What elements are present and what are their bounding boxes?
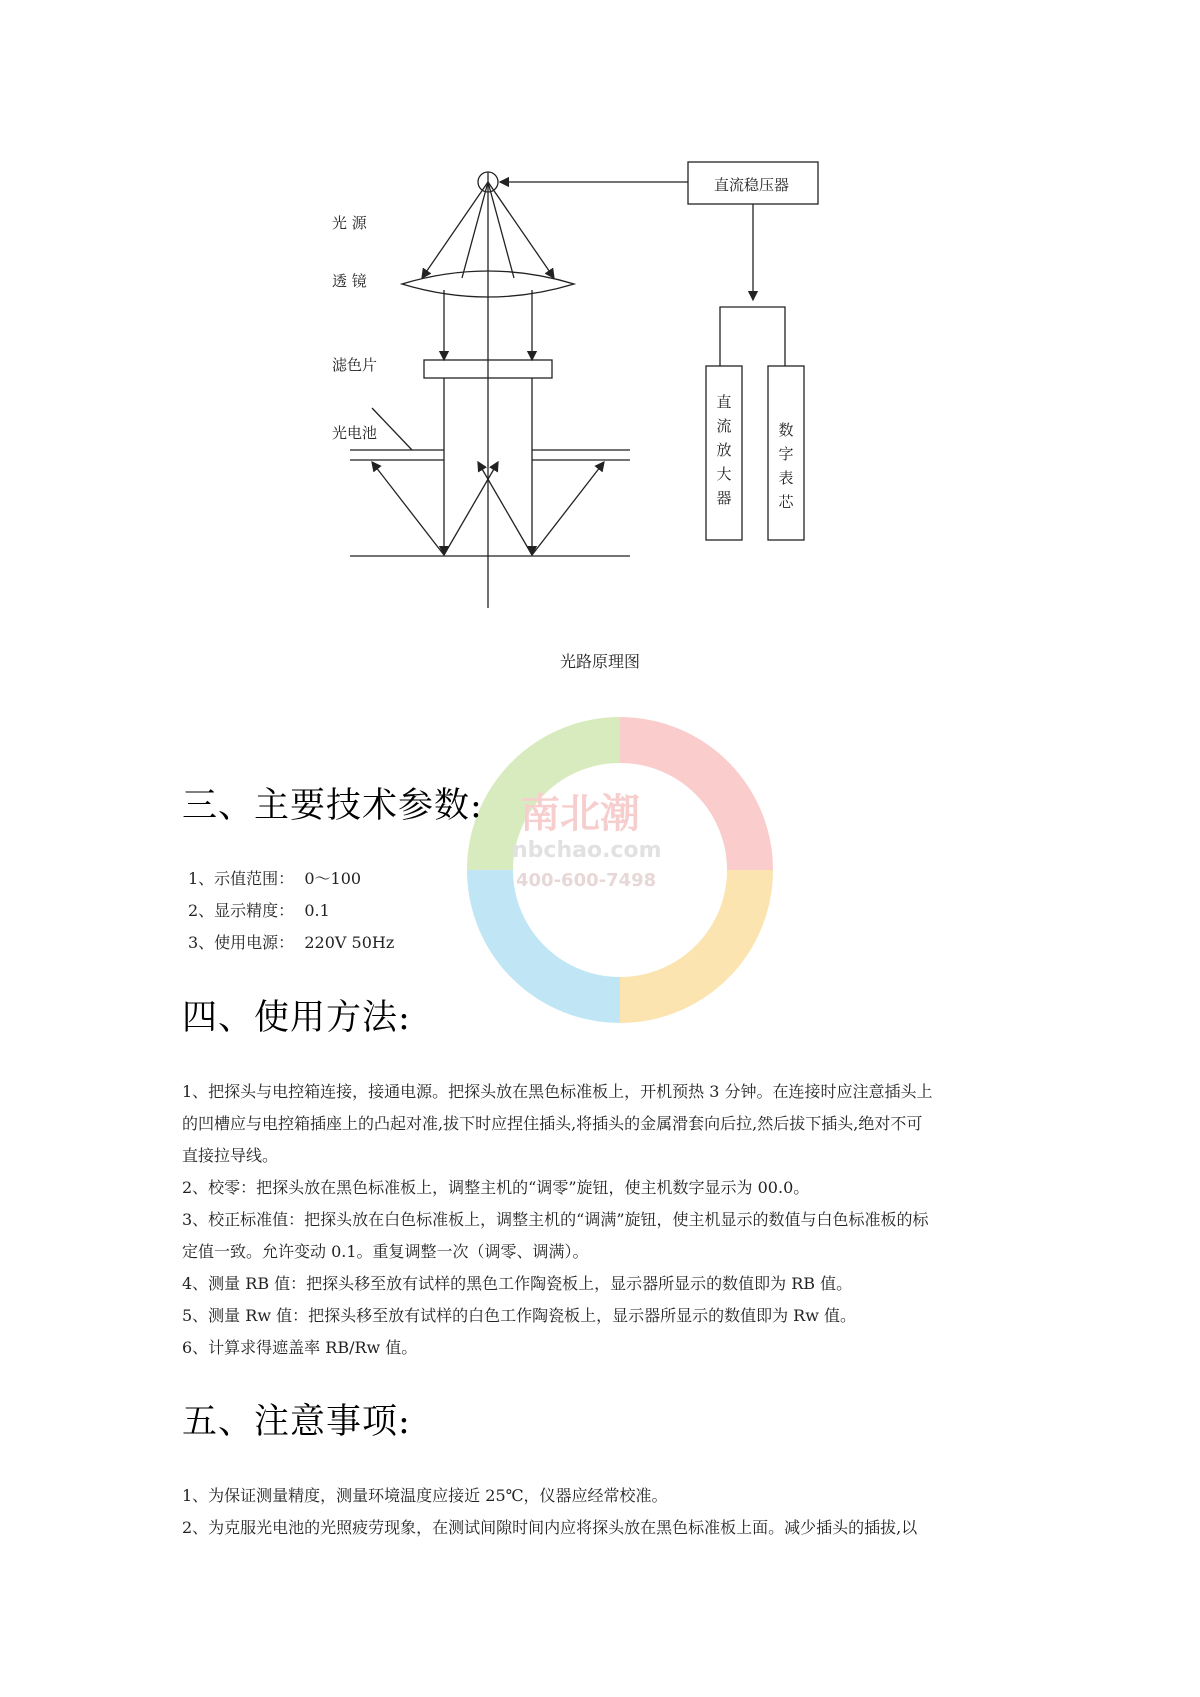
label-regulator: 直流稳压器 (714, 176, 790, 194)
usage-line: 3、校正标准值：把探头放在白色标准板上，调整主机的“调满”旋钮，使主机显示的数值与白色标准板的标 (182, 1210, 929, 1229)
usage-line: 直接拉导线。 (182, 1146, 279, 1165)
label-light-source: 光 源 (332, 214, 367, 232)
usage-line: 2、校零：把探头放在黑色标准板上，调整主机的“调零”旋钮，使主机数字显示为 00.0。 (182, 1178, 810, 1197)
param-item: 1、示值范围： 0～100 (188, 869, 362, 888)
usage-line: 6、计算求得遮盖率 RB/Rw 值。 (182, 1338, 418, 1357)
section4-title: 四、使用方法: (182, 998, 411, 1038)
label-photocell: 光电池 (332, 424, 378, 442)
label-filter: 滤色片 (332, 356, 378, 374)
label-digital-meter: 数字表芯 (778, 421, 794, 511)
notice-line: 1、为保证测量精度，测量环境温度应接近 25℃，仪器应经常校准。 (182, 1486, 668, 1505)
optical-path-diagram (332, 160, 820, 620)
watermark-phone: 400-600-7498 (516, 870, 657, 891)
section3-title: 三、主要技术参数: (182, 786, 483, 826)
notice-line: 2、为克服光电池的光照疲劳现象，在测试间隙时间内应将探头放在黑色标准板上面。减少插头的插拔,以 (182, 1518, 918, 1537)
label-amplifier: 直流放大器 (716, 393, 732, 507)
usage-line: 定值一致。允许变动 0.1。重复调整一次（调零、调满）。 (182, 1242, 589, 1261)
diagram-caption: 光路原理图 (559, 652, 640, 671)
label-lens: 透 镜 (332, 272, 367, 290)
usage-line: 4、测量 RB 值：把探头移至放有试样的黑色工作陶瓷板上，显示器所显示的数值即为 RB 值。 (182, 1274, 853, 1293)
watermark-brand-cn: 南北潮 (520, 791, 640, 837)
param-item: 3、使用电源： 220V 50Hz (188, 933, 395, 952)
watermark-brand-en: nbchao.com (512, 838, 662, 863)
usage-line: 的凹槽应与电控箱插座上的凸起对准,拔下时应捏住插头,将插头的金属滑套向后拉,然后拔下插头,绝对不可 (182, 1114, 923, 1133)
watermark-ring-icon (440, 690, 800, 1050)
usage-line: 5、测量 Rw 值：把探头移至放有试样的白色工作陶瓷板上，显示器所显示的数值即为 Rw 值。 (182, 1306, 857, 1325)
watermark (440, 690, 800, 1050)
section5-title: 五、注意事项: (182, 1402, 411, 1442)
optical-diagram-svg (340, 160, 820, 620)
param-item: 2、显示精度： 0.1 (188, 901, 330, 920)
usage-line: 1、把探头与电控箱连接，接通电源。把探头放在黑色标准板上，开机预热 3 分钟。在连接时应注意插头上 (182, 1082, 933, 1101)
